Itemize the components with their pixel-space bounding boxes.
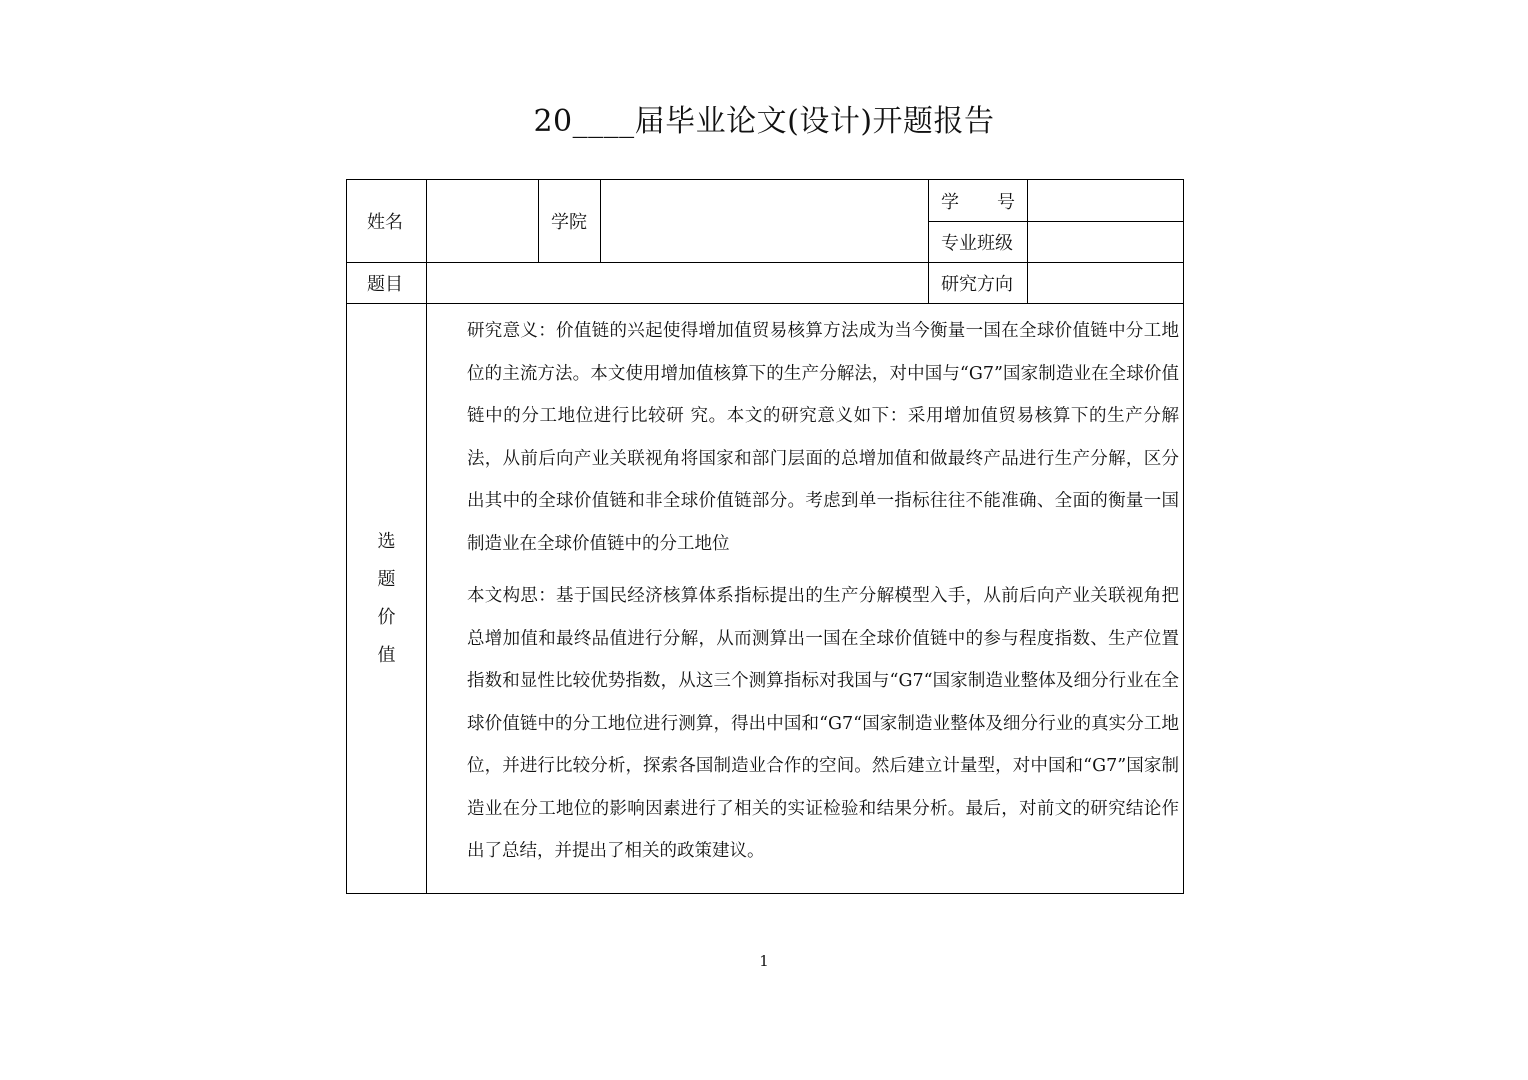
research-direction-field[interactable]: [1028, 263, 1184, 304]
topic-value-label-char: 值: [377, 644, 396, 666]
topic-value-label-char: 选: [377, 530, 396, 552]
page-title: 20____届毕业论文(设计)开题报告: [533, 104, 995, 139]
name-label: 姓名: [347, 180, 427, 263]
student-id-label-char-2: 号: [997, 191, 1015, 213]
research-significance-paragraph: 研究意义：价值链的兴起使得增加值贸易核算方法成为当今衡量一国在全球价值链中分工地位的主流方法。本文使用增加值核算下的生产分解法，对中国与“G7”国家制造业在全球价值链中的分工地位进行比较研 究。本文的研究意义如下：采用增加值贸易核算下的生产分解法，从前后向产业关联视角将国家和部门层面的总增加值和做最终产品进行生产分解，区分出其中的全球价值链和非全球价值链部分。考虑到单一指标往往不能准确、全面的衡量一国制造业在全球价值链中的分工地位: [467, 321, 1179, 554]
topic-value-label: [347, 304, 427, 894]
research-direction-label: 研究方向: [929, 263, 1028, 304]
topic-value-label-char: 题: [377, 568, 396, 590]
paper-concept-paragraph: 本文构思：基于国民经济核算体系指标提出的生产分解模型入手，从前后向产业关联视角把总增加值和最终品值进行分解，从而测算出一国在全球价值链中的参与程度指数、生产位置指数和显性比较优势指数，从这三个测算指标对我国与“G7“国家制造业整体及细分行业在全球价值链中的分工地位进行测算，得出中国和“G7“国家制造业整体及细分行业的真实分工地位，并进行比较分析，探索各国制造业合作的空间。然后建立计量型，对中国和“G7”国家制造业在分工地位的影响因素进行了相关的实证检验和结果分析。最后，对前文的研究结论作出了总结，并提出了相关的政策建议。: [467, 586, 1179, 861]
student-id-label: [929, 180, 1028, 222]
major-class-field[interactable]: [1028, 222, 1184, 263]
topic-label: 题目: [347, 263, 427, 304]
student-id-field[interactable]: [1028, 180, 1184, 222]
topic-field[interactable]: [427, 263, 929, 304]
proposal-form-table: [346, 179, 1184, 894]
college-label: 学院: [539, 180, 601, 263]
topic-value-label-char: 价: [377, 606, 396, 628]
major-class-label: 专业班级: [929, 222, 1028, 263]
page-number: 1: [759, 952, 769, 970]
college-field[interactable]: [601, 180, 929, 263]
name-field[interactable]: [427, 180, 539, 263]
topic-value-content[interactable]: [427, 304, 1184, 894]
student-id-label-char-1: 学: [941, 191, 959, 213]
